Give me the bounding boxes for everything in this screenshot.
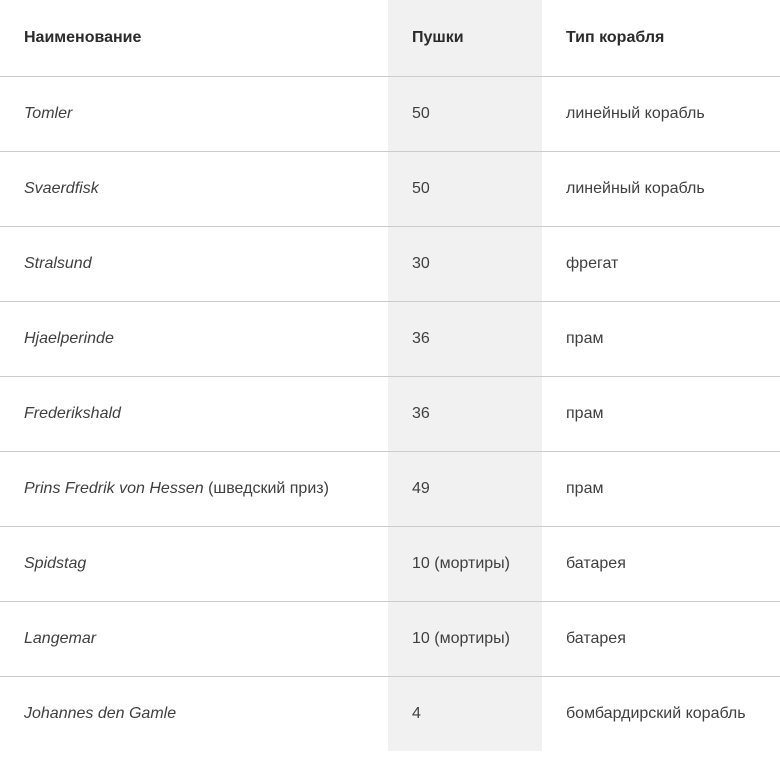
ship-type-cell: батарея (542, 526, 780, 601)
table-row (0, 526, 780, 601)
ship-name-cell (0, 451, 388, 526)
table-body (0, 76, 780, 751)
ship-type-cell: линейный корабль (542, 151, 780, 226)
ship-name-cell (0, 676, 388, 751)
guns-cell: 36 (388, 376, 542, 451)
ship-name-cell (0, 526, 388, 601)
guns-cell: 10 (мортиры) (388, 526, 542, 601)
table-row (0, 601, 780, 676)
ship-name: Stralsund (24, 254, 92, 272)
table-row (0, 301, 780, 376)
table-row (0, 676, 780, 751)
column-header-name: Наименование (24, 28, 142, 46)
ship-type-cell: бомбардирский корабль (542, 676, 780, 751)
guns-cell: 36 (388, 301, 542, 376)
ship-name: Frederikshald (24, 404, 121, 422)
table-row (0, 376, 780, 451)
table-row (0, 226, 780, 301)
ship-name-cell (0, 376, 388, 451)
ship-name-cell (0, 601, 388, 676)
column-header-type: Тип корабля (566, 28, 665, 46)
ship-name-cell (0, 301, 388, 376)
ship-name: Prins Fredrik von Hessen (24, 479, 204, 497)
ship-name-cell (0, 226, 388, 301)
ship-name: Johannes den Gamle (24, 704, 177, 722)
guns-cell: 49 (388, 451, 542, 526)
ship-name: Svaerdfisk (24, 179, 99, 197)
table-row (0, 151, 780, 226)
ship-type-cell: линейный корабль (542, 76, 780, 151)
table-header (0, 0, 780, 76)
guns-cell: 4 (388, 676, 542, 751)
guns-cell: 50 (388, 76, 542, 151)
ship-type-cell: фрегат (542, 226, 780, 301)
ship-name-cell (0, 151, 388, 226)
ship-type-cell: прам (542, 301, 780, 376)
ship-type-cell: прам (542, 451, 780, 526)
guns-cell: 30 (388, 226, 542, 301)
table-row (0, 451, 780, 526)
table-row (0, 76, 780, 151)
ship-name-cell (0, 76, 388, 151)
column-header-guns: Пушки (412, 28, 464, 46)
ship-type-cell: батарея (542, 601, 780, 676)
ship-type-cell: прам (542, 376, 780, 451)
header-row (0, 0, 780, 76)
ship-name: Hjaelperinde (24, 329, 114, 347)
guns-cell: 10 (мортиры) (388, 601, 542, 676)
ship-name: Spidstag (24, 554, 87, 572)
ship-name: Langemar (24, 629, 97, 647)
guns-cell: 50 (388, 151, 542, 226)
ship-name-note: (шведский приз) (203, 479, 329, 497)
ship-name: Tomler (24, 104, 73, 122)
